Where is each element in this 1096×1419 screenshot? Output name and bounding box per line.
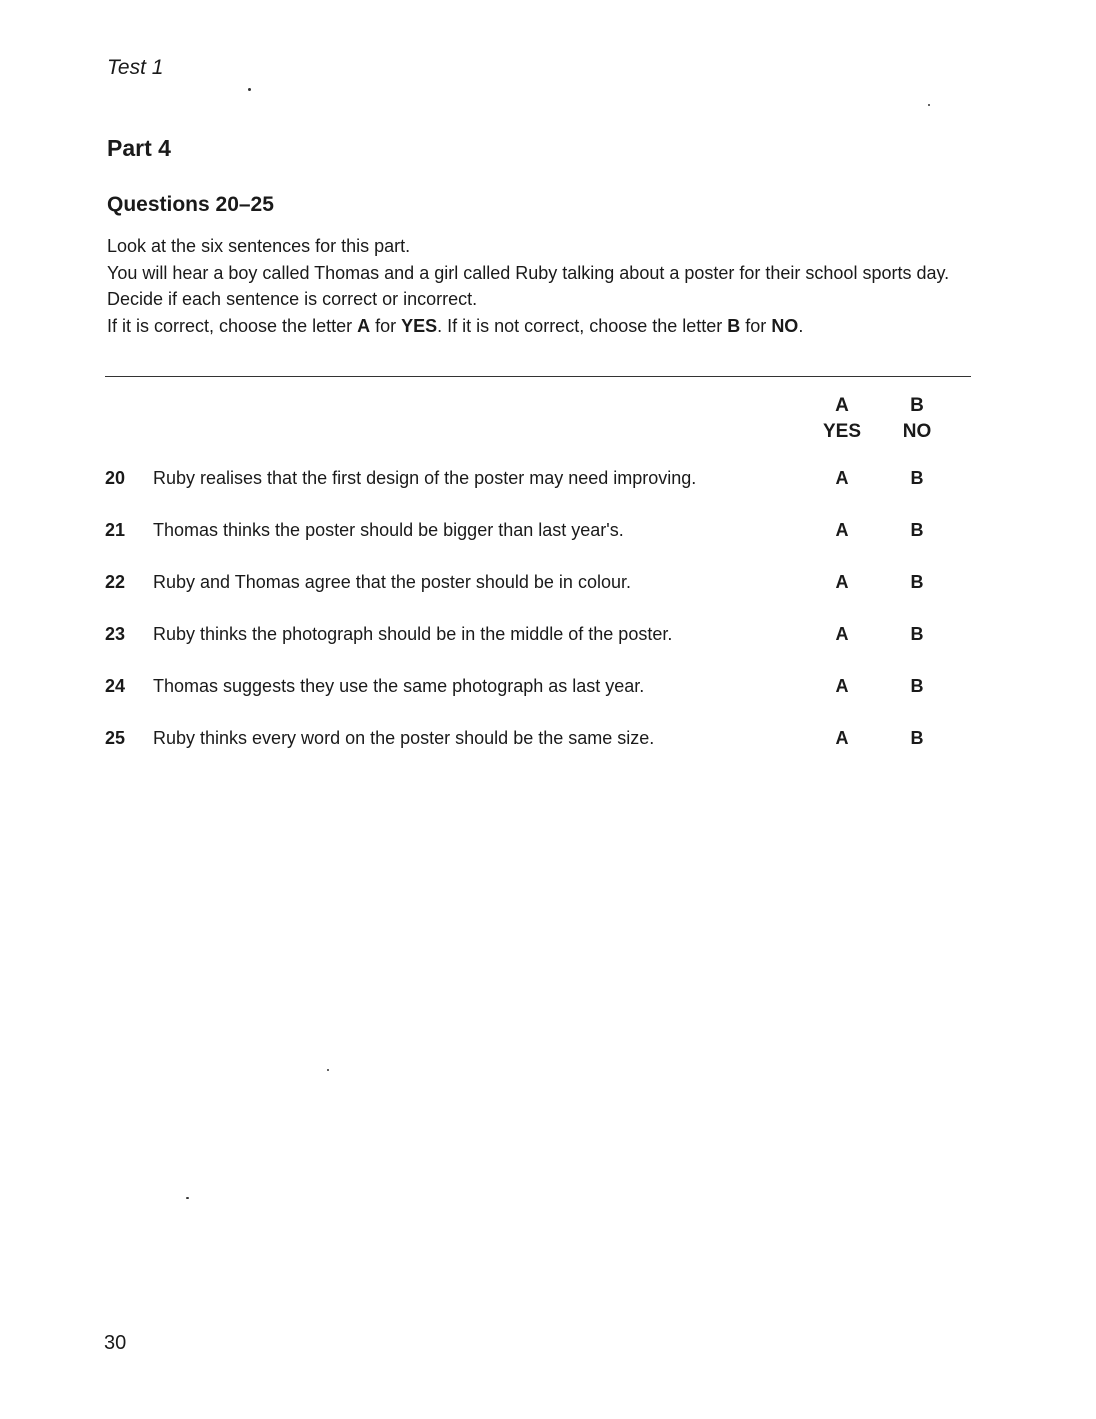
question-text: Ruby realises that the first design of the poster may need improving. <box>153 468 697 488</box>
option-a[interactable]: A <box>835 728 849 748</box>
option-b[interactable]: B <box>910 728 924 748</box>
question-row-23 <box>0 624 1096 654</box>
instructions <box>107 233 967 339</box>
scan-speck <box>327 1069 329 1071</box>
column-letter-a: A <box>835 395 849 416</box>
question-row-21 <box>0 520 1096 550</box>
instruction-letter-a: A <box>357 315 371 336</box>
question-row-20 <box>0 468 1096 498</box>
instruction-letter-b: B <box>727 315 741 336</box>
question-text: Thomas thinks the poster should be bigger than last year's. <box>153 520 624 540</box>
scan-speck <box>928 104 930 106</box>
scan-speck <box>186 1197 189 1199</box>
question-number: 24 <box>105 676 126 696</box>
option-b[interactable]: B <box>910 468 924 488</box>
option-a[interactable]: A <box>835 468 849 488</box>
question-number: 21 <box>105 520 126 540</box>
option-b[interactable]: B <box>910 520 924 540</box>
option-a[interactable]: A <box>835 520 849 540</box>
option-a[interactable]: A <box>835 624 849 644</box>
instruction-line <box>107 313 967 340</box>
instruction-no: NO <box>771 315 799 336</box>
divider-rule <box>105 376 971 377</box>
question-number: 20 <box>105 468 126 488</box>
option-a[interactable]: A <box>835 572 849 592</box>
question-text: Ruby and Thomas agree that the poster should be in colour. <box>153 572 631 592</box>
question-text: Ruby thinks the photograph should be in the middle of the poster. <box>153 624 673 644</box>
instruction-text: . <box>798 315 804 336</box>
question-row-22 <box>0 572 1096 602</box>
instruction-text: for <box>370 315 402 336</box>
column-label-no: NO <box>902 421 932 442</box>
option-b[interactable]: B <box>910 624 924 644</box>
column-label-yes: YES <box>822 421 862 442</box>
question-text: Ruby thinks every word on the poster should be the same size. <box>153 728 655 748</box>
questions-title: Questions 20–25 <box>107 193 274 216</box>
question-row-24 <box>0 676 1096 706</box>
instruction-text: If it is correct, choose the letter <box>107 315 358 336</box>
option-b[interactable]: B <box>910 572 924 592</box>
instruction-text: for <box>740 315 772 336</box>
running-head: Test 1 <box>107 56 164 79</box>
page-number: 30 <box>104 1332 127 1354</box>
instruction-yes: YES <box>401 315 438 336</box>
question-number: 25 <box>105 728 126 748</box>
instruction-text: . If it is not correct, choose the letter <box>437 315 728 336</box>
instruction-line: Look at the six sentences for this part. <box>107 236 411 256</box>
instruction-line: Decide if each sentence is correct or incorrect. <box>107 289 478 309</box>
column-header-b <box>887 393 947 445</box>
question-number: 22 <box>105 572 126 592</box>
column-header-a <box>812 393 872 445</box>
question-row-25 <box>0 728 1096 758</box>
scan-speck <box>248 88 251 91</box>
column-letter-b: B <box>910 395 924 416</box>
option-a[interactable]: A <box>835 676 849 696</box>
question-number: 23 <box>105 624 126 644</box>
instruction-line: You will hear a boy called Thomas and a girl called Ruby talking about a poster for their school sports day. <box>107 262 950 283</box>
option-b[interactable]: B <box>910 676 924 696</box>
question-text: Thomas suggests they use the same photograph as last year. <box>153 676 645 696</box>
part-title: Part 4 <box>107 135 171 161</box>
